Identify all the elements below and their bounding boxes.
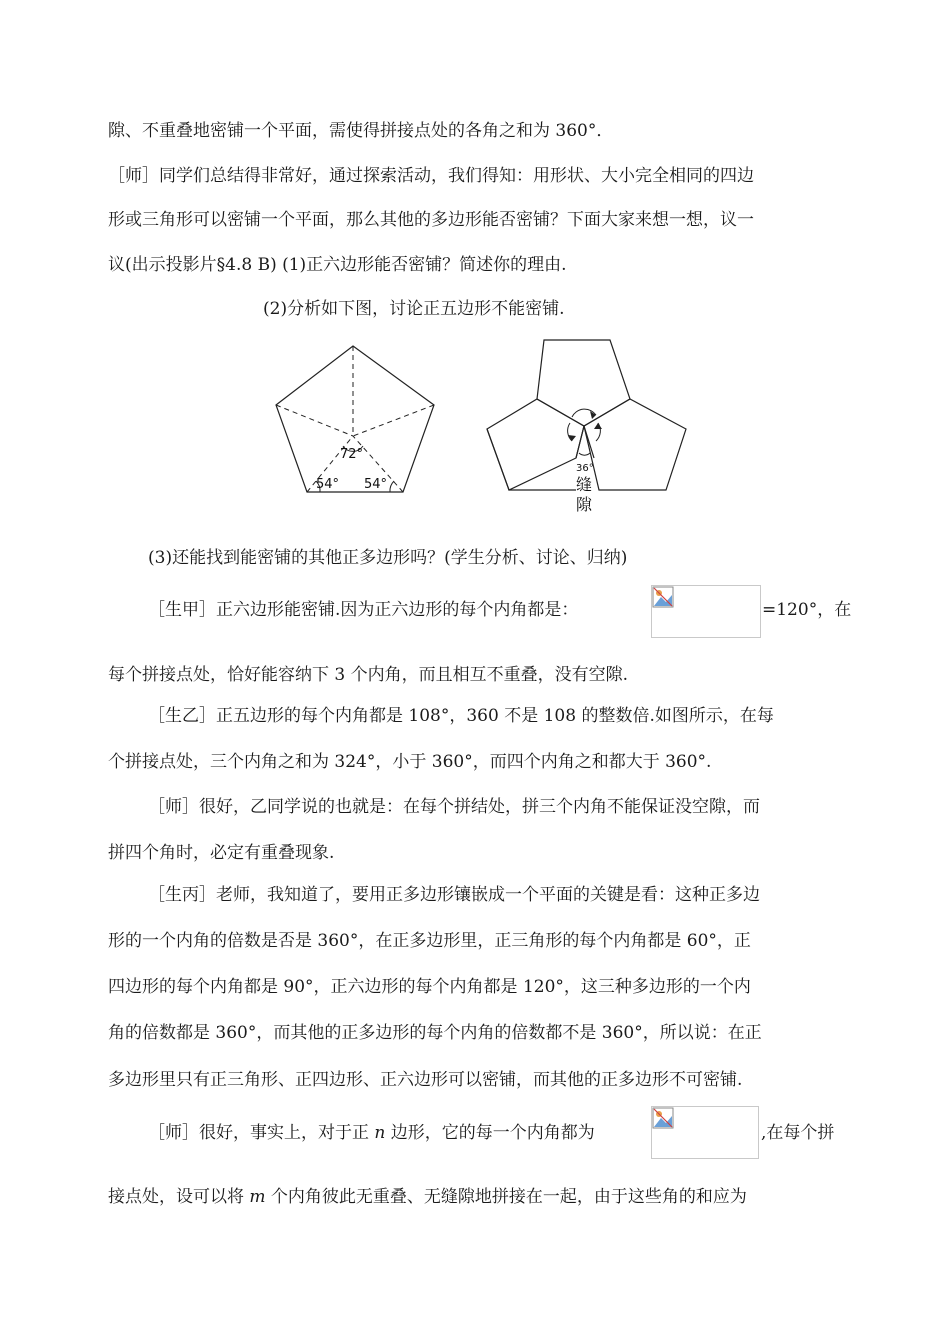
angle-label-54-left: 54° — [316, 477, 340, 492]
paragraph-line: 四边形的每个内角都是 90°，正六边形的每个内角都是 120°，这三种多边形的一个内 — [108, 977, 751, 997]
pentagon-diagram — [270, 340, 445, 498]
paragraph-line: ［师］很好，乙同学说的也就是：在每个拼结处，拼三个内角不能保证没空隙，而 — [148, 797, 760, 817]
text-segment: 边形，它的每一个内角都为 — [385, 1123, 595, 1143]
paragraph-line: 形或三角形可以密铺一个平面，那么其他的多边形能否密铺？下面大家来想一想，议一 — [108, 210, 754, 230]
text-segment: 个内角彼此无重叠、无缝隙地拼接在一起，由于这些角的和应为 — [265, 1187, 747, 1207]
gap-label-char-1: 缝 — [576, 475, 593, 494]
broken-image-icon — [652, 586, 674, 608]
text-segment: 接点处，设可以将 — [108, 1187, 250, 1207]
angle-label-72: 72° — [340, 447, 364, 462]
paragraph-line: 议(出示投影片§4.8 B) (1)正六边形能否密铺？简述你的理由. — [108, 255, 567, 275]
paragraph-line: ［生丙］老师，我知道了，要用正多边形镶嵌成一个平面的关键是看：这种正多边 — [148, 885, 760, 905]
paragraph-line: 形的一个内角的倍数是否是 360°，在正多边形里，正三角形的每个内角都是 60°，正 — [108, 931, 751, 951]
three-pentagons-diagram — [484, 333, 689, 518]
paragraph-line: ,在每个拼 — [761, 1123, 835, 1143]
paragraph-line: 拼四个角时，必定有重叠现象. — [108, 843, 335, 863]
variable-m: m — [249, 1187, 266, 1207]
paragraph-line — [108, 1185, 747, 1209]
figure-caption: (2)分析如下图，讨论正五边形不能密铺. — [263, 299, 565, 319]
paragraph-line: ［生乙］正五边形的每个内角都是 108°，360 不是 108 的整数倍.如图所示，在每 — [148, 706, 774, 726]
broken-image-icon — [652, 1107, 674, 1129]
paragraph-line: 每个拼接点处，恰好能容纳下 3 个内角，而且相互不重叠，没有空隙. — [108, 665, 629, 685]
paragraph-line: 个拼接点处，三个内角之和为 324°，小于 360°，而四个内角之和都大于 360°. — [108, 752, 712, 772]
formula-image — [651, 585, 761, 638]
paragraph-line: 多边形里只有正三角形、正四边形、正六边形可以密铺，而其他的正多边形不可密铺. — [108, 1070, 743, 1090]
formula-image — [651, 1106, 759, 1159]
paragraph-line: (3)还能找到能密铺的其他正多边形吗？(学生分析、讨论、归纳) — [148, 548, 628, 568]
paragraph-line: =120°，在 — [762, 600, 852, 620]
paragraph-line: ［师］同学们总结得非常好，通过探索活动，我们得知：用形状、大小完全相同的四边 — [108, 166, 754, 186]
variable-n: n — [374, 1123, 386, 1143]
paragraph-line: ［生甲］正六边形能密铺.因为正六边形的每个内角都是： — [148, 600, 579, 620]
angle-label-54-right: 54° — [364, 477, 388, 492]
gap-angle-label: 36° — [576, 463, 594, 474]
paragraph-line — [148, 1121, 595, 1145]
text-segment: ［师］很好，事实上，对于正 — [148, 1123, 375, 1143]
paragraph-line: 角的倍数都是 360°，而其他的正多边形的每个内角的倍数都不是 360°，所以说：在正 — [108, 1023, 762, 1043]
gap-label-char-2: 隙 — [576, 495, 593, 514]
paragraph-line: 隙、不重叠地密铺一个平面，需使得拼接点处的各角之和为 360°． — [108, 121, 614, 141]
